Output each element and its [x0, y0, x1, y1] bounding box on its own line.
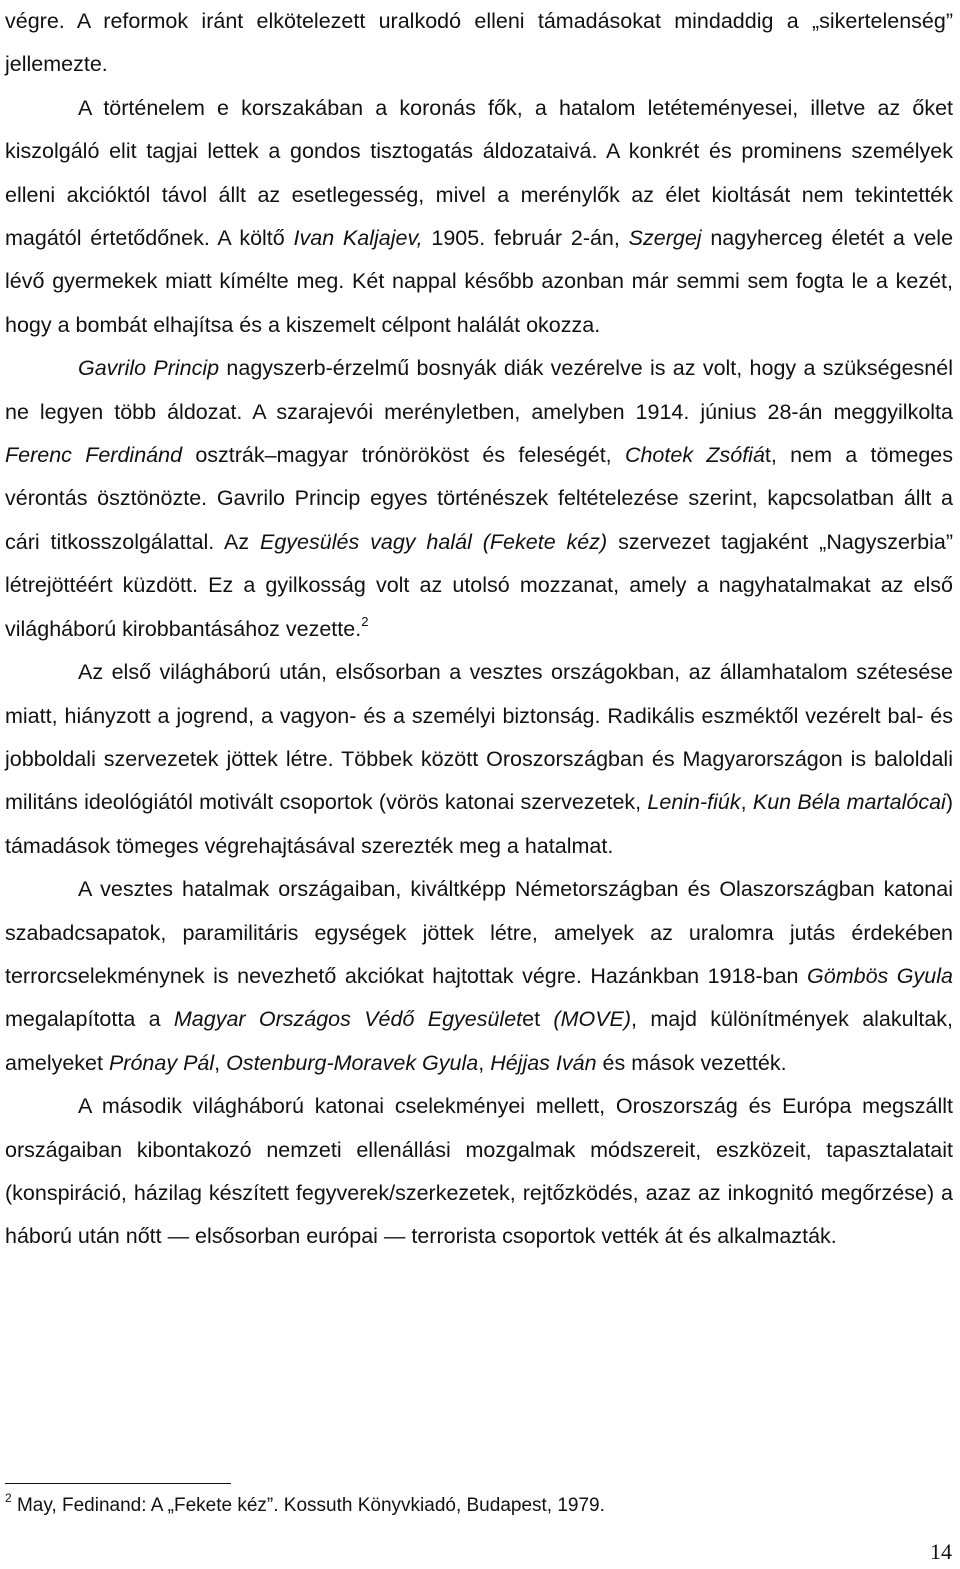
italic-text: Chotek Zsófiá [624, 443, 765, 468]
paragraph [5, 0, 953, 87]
text-run: , [478, 1050, 491, 1075]
text-run: A történelem e korszakában a koronás fők, a hatalom letéteményesei, illetve az őket kiszolgáló elit tagjai lettek a gondos tisztogatás áldozataivá. A konkrét és prominens személyek elleni akcióktól távol állt az esetlegesség, mivel a merénylők az élet kioltását nem tekintették magától értetődőnek. A költő [5, 95, 953, 251]
text-run: A második világháború katonai cselekményei mellett, Oroszország és Európa megszállt országaiban kibontakozó nemzeti ellenállási mozgalmak módszereit, eszközeit, tapasztalatait (konspiráció, házilag készített fegyverek/szerkezetek, rejtőzködés, azaz az inkognitó megőrzése) a háború után nőtt — elsősorban európai — terrorista csoportok vették át és alkalmazták. [5, 1094, 953, 1249]
footnote-separator [5, 1483, 231, 1484]
text-run: nagyherceg életét a vele lévő gyermekek miatt kímélte meg. Két nappal később azonban már semmi sem fogta le a kezét, hogy a bombát elhajítsa és a kiszemelt célpont halálát okozza. [5, 226, 954, 337]
italic-text: Egyesülés vagy halál (Fekete kéz) [260, 529, 608, 554]
italic-text: (MOVE) [553, 1007, 632, 1032]
italic-text: Magyar Országos Védő Egyesület [173, 1007, 523, 1032]
italic-text: Ferenc Ferdinánd [5, 443, 183, 468]
italic-text: Ivan Kaljajev, [293, 226, 423, 251]
text-run: , [740, 790, 753, 815]
paragraph [5, 87, 953, 347]
footnote [5, 1491, 945, 1518]
text-run: végre. A reformok iránt elkötelezett uralkodó elleni támadásokat mindaddig a „sikertelenség” jellemezte. [5, 9, 953, 77]
text-run: t, nem a tömeges vérontás ösztönözte. Gavrilo Princip egyes történészek feltételezése szerint, kapcsolatban állt a cári titkosszolgálattal. Az [5, 443, 953, 554]
text-run: Az első világháború után, elsősorban a vesztes országokban, az államhatalom szétesése miatt, hiányzott a jogrend, a vagyon- és a személyi biztonság. Radikális eszméktől vezérelt bal- és jobboldali szervezetek jöttek létre. Többek között Oroszországban és Magyarországon is baloldali militáns ideológiától motivált csoportok (vörös katonai szervezetek, [5, 660, 953, 815]
italic-text: Gavrilo Princip [78, 356, 220, 381]
italic-text: Kun Béla martalócai [752, 790, 946, 815]
text-run: nagyszerb-érzelmű bosnyák diák vezérelve is az volt, hogy a szükségesnél ne legyen több áldozat. A szarajevói merényletben, amelyben 1914. június 28-án meggyilkolta [5, 356, 953, 424]
footnote-text: May, Fedinand: A „Fekete kéz”. Kossuth Könyvkiadó, Budapest, 1979. [11, 1495, 605, 1516]
document-body [5, 0, 953, 1259]
italic-text: Lenin-fiúk [647, 790, 741, 815]
text-run: ) támadások tömeges végrehajtásával szerezték meg a hatalmat. [5, 790, 953, 858]
italic-text: Héjjas Iván [490, 1050, 597, 1075]
italic-text: Gömbös Gyula [807, 963, 953, 988]
page-number: 14 [930, 1539, 952, 1564]
text-run: megalapította a [5, 1007, 174, 1032]
footnote-reference: 2 [361, 613, 369, 629]
text-run: , majd különítmények alakultak, amelyeket [5, 1007, 954, 1075]
text-run: 1905. február 2-án, [422, 226, 629, 251]
text-run: szervezet tagjaként „Nagyszerbia” létrejöttéért küzdött. Ez a gyilkosság volt az utolsó mozzanat, amely a nagyhatalmakat az első világháború kirobbantásához vezette. [5, 529, 953, 641]
text-run: és mások vezették. [596, 1050, 787, 1075]
text-run: , [214, 1050, 227, 1075]
paragraph [5, 1085, 953, 1259]
text-run: osztrák–magyar trónörököst és feleségét, [182, 443, 625, 468]
paragraph [5, 347, 953, 651]
italic-text: Szergej [628, 226, 702, 251]
footnote-marker: 2 [5, 1491, 12, 1505]
text-run: et [522, 1007, 554, 1032]
paragraph [5, 868, 953, 1085]
italic-text: Ostenburg-Moravek Gyula [226, 1050, 479, 1075]
italic-text: Prónay Pál [108, 1050, 215, 1075]
text-run: A vesztes hatalmak országaiban, kiváltképp Németországban és Olaszországban katonai szabadcsapatok, paramilitáris egységek jöttek létre, amelyek az uralomra jutás érdekében terrorcselekménynek is nevezhető akciókat hajtottak végre. Hazánkban 1918-ban [5, 877, 953, 988]
paragraph [5, 651, 953, 868]
